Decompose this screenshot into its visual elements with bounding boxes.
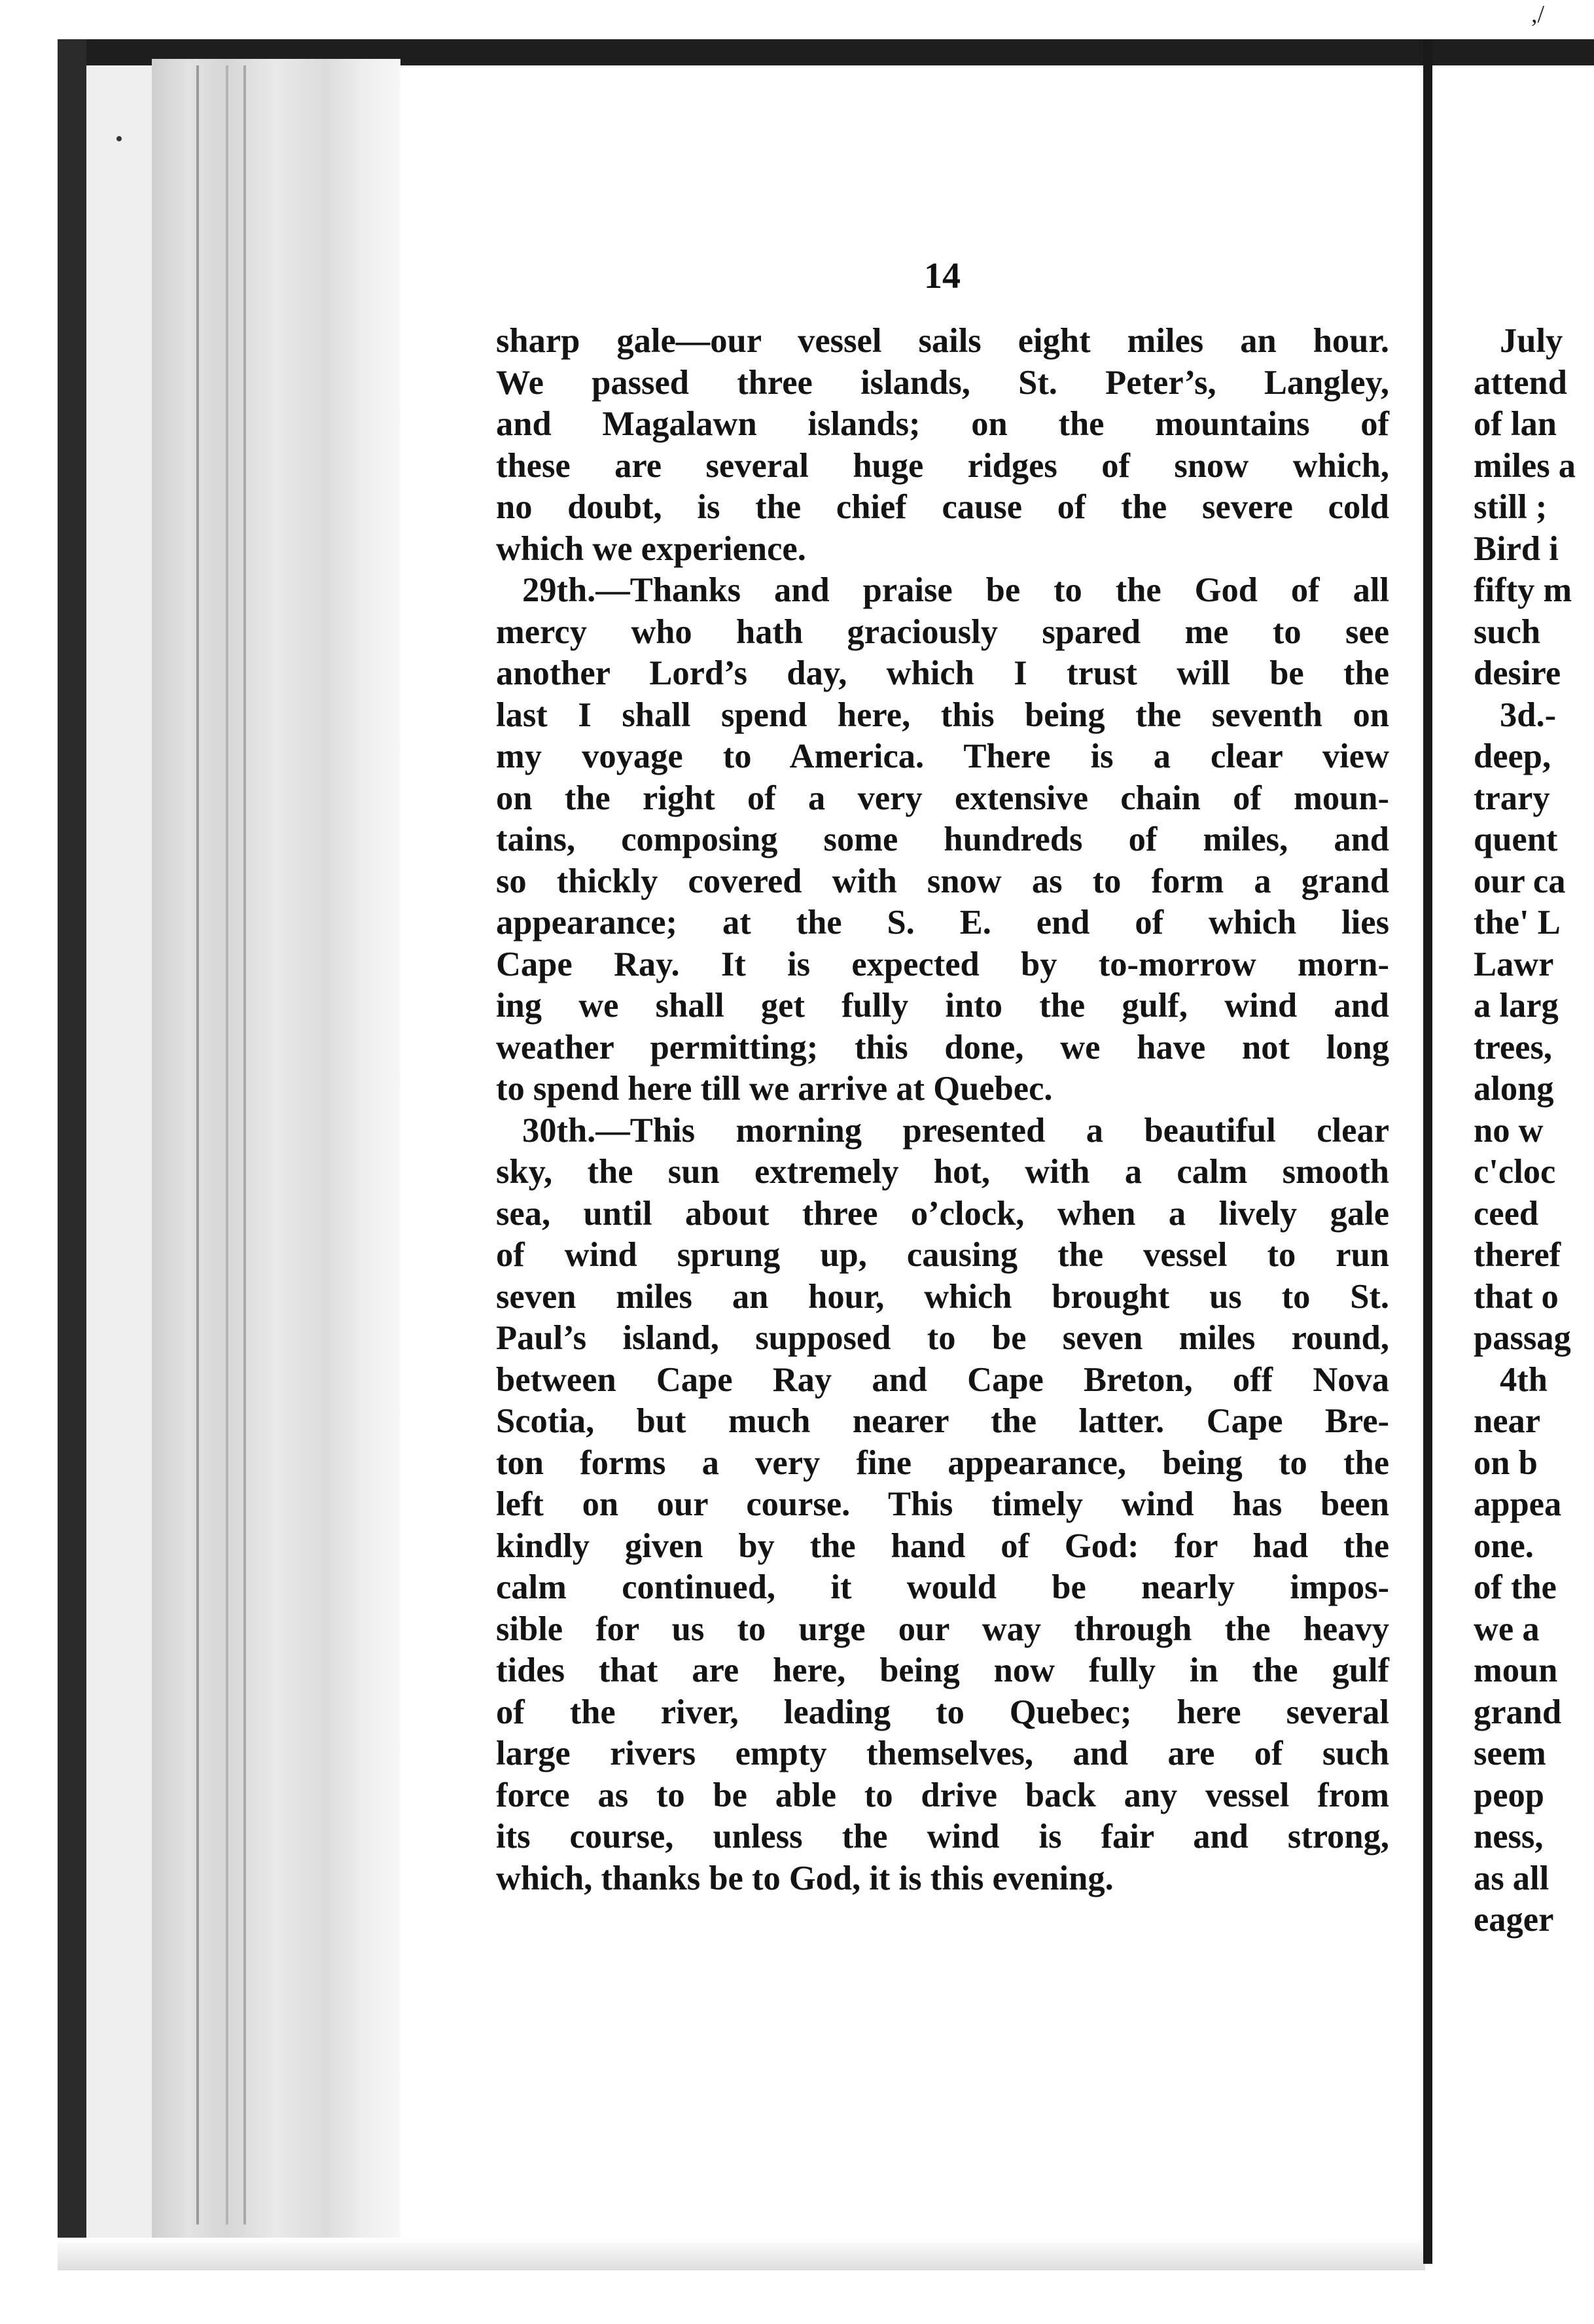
text-line: 29th.—Thanks and praise be to the God of all — [522, 571, 1389, 609]
text-line: to spend here till we arrive at Quebec. — [496, 1070, 1053, 1108]
text-line: these are several huge ridges of snow which, — [496, 446, 1389, 485]
text-line: which we experience. — [496, 529, 806, 568]
left-endpaper — [86, 65, 152, 2264]
next-page-text-line: eager — [1474, 1901, 1554, 1939]
gutter-shadow — [152, 59, 400, 2264]
text-line: and Magalawn islands; on the mountains of — [496, 405, 1389, 443]
next-page-partial-text — [1474, 321, 1594, 1941]
text-line: which, thanks be to God, it is this evening. — [496, 1859, 1114, 1897]
text-line: ing we shall get fully into the gulf, wind and — [496, 987, 1389, 1025]
text-line: Scotia, but much nearer the latter. Cape Bre- — [496, 1402, 1389, 1440]
text-line: sharp gale—our vessel sails eight miles an hour. — [496, 322, 1389, 360]
next-page-text-line: peop — [1474, 1776, 1544, 1814]
page-spine-divider — [1423, 39, 1432, 2264]
text-line: sky, the sun extremely hot, with a calm smooth — [496, 1153, 1389, 1191]
text-line: its course, unless the wind is fair and strong, — [496, 1818, 1389, 1856]
scan-corner-mark: ,/ — [1531, 1, 1545, 28]
text-line: on the right of a very extensive chain of moun- — [496, 779, 1389, 817]
next-page-text-line: Bird i — [1474, 529, 1559, 568]
text-line: of wind sprung up, causing the vessel to run — [496, 1236, 1389, 1274]
gutter-fold-line — [196, 65, 199, 2225]
next-page-text-line: we a — [1474, 1610, 1540, 1648]
text-line: seven miles an hour, which brought us to St. — [496, 1277, 1389, 1316]
scan-speck — [116, 136, 122, 141]
next-page-text-line: July — [1500, 322, 1563, 360]
next-page-text-line: grand — [1474, 1693, 1562, 1731]
text-line: tains, composing some hundreds of miles, and — [496, 820, 1389, 858]
text-line: Paul’s island, supposed to be seven miles round, — [496, 1319, 1389, 1357]
next-page-text-line: quent — [1474, 820, 1558, 858]
next-page-text-line: c'cloc — [1474, 1153, 1556, 1191]
next-page-text-line: deep, — [1474, 737, 1551, 775]
text-line: so thickly covered with snow as to form a grand — [496, 862, 1389, 900]
next-page-text-line: that o — [1474, 1277, 1559, 1316]
gutter-fold-line — [243, 65, 246, 2225]
text-line: large rivers empty themselves, and are of such — [496, 1734, 1389, 1772]
next-page-text-line: passag — [1474, 1319, 1571, 1357]
next-page-text-line: as all — [1474, 1859, 1550, 1897]
next-page-text-line: along — [1474, 1070, 1554, 1108]
gutter-fold-line — [226, 65, 228, 2225]
text-line: 30th.—This morning presented a beautiful clear — [522, 1111, 1389, 1150]
next-page-text-line: one. — [1474, 1526, 1534, 1565]
text-line: mercy who hath graciously spared me to see — [496, 612, 1389, 651]
text-line: my voyage to America. There is a clear view — [496, 737, 1389, 775]
next-page-text-line: theref — [1474, 1236, 1561, 1274]
next-page-text-line: miles a — [1474, 446, 1576, 485]
next-page-text-line: desire — [1474, 654, 1561, 692]
text-line: calm continued, it would be nearly impos- — [496, 1568, 1389, 1606]
next-page-text-line: 4th — [1500, 1360, 1548, 1399]
next-page-text-line: on b — [1474, 1443, 1538, 1482]
next-page-text-line: attend — [1474, 363, 1567, 402]
page-number: 14 — [924, 256, 961, 296]
text-line: tides that are here, being now fully in the gulf — [496, 1651, 1389, 1689]
next-page-text-line: 3d.- — [1500, 695, 1557, 734]
book-cover-left-edge — [58, 39, 86, 2264]
text-line: kindly given by the hand of God: for had the — [496, 1526, 1389, 1565]
next-page-text-line: a larg — [1474, 987, 1559, 1025]
text-line: sea, until about three o’clock, when a lively gale — [496, 1194, 1389, 1233]
text-line: force as to be able to drive back any vessel from — [496, 1776, 1389, 1814]
text-line: appearance; at the S. E. end of which lies — [496, 904, 1389, 942]
next-page-text-line: trary — [1474, 779, 1550, 817]
page-body-text — [496, 321, 1389, 1899]
next-page-text-line: ness, — [1474, 1818, 1544, 1856]
next-page-text-line: Lawr — [1474, 945, 1554, 983]
next-page-text-line: of the — [1474, 1568, 1557, 1606]
text-line: last I shall spend here, this being the seventh on — [496, 695, 1389, 734]
text-line: weather permitting; this done, we have not long — [496, 1028, 1389, 1066]
page-bottom-shadow — [58, 2238, 1425, 2270]
text-line: sible for us to urge our way through the heavy — [496, 1610, 1389, 1648]
next-page-text-line: ceed — [1474, 1194, 1539, 1233]
text-line: no doubt, is the chief cause of the severe cold — [496, 488, 1389, 526]
text-line: between Cape Ray and Cape Breton, off Nova — [496, 1360, 1389, 1399]
text-line: of the river, leading to Quebec; here several — [496, 1693, 1389, 1731]
text-line: Cape Ray. It is expected by to-morrow morn- — [496, 945, 1389, 983]
next-page-text-line: seem — [1474, 1734, 1546, 1772]
next-page-text-line: our ca — [1474, 862, 1566, 900]
next-page-text-line: still ; — [1474, 488, 1548, 526]
next-page-text-line: of lan — [1474, 405, 1557, 443]
next-page-text-line: moun — [1474, 1651, 1558, 1689]
next-page-text-line: near — [1474, 1402, 1541, 1440]
text-line: ton forms a very fine appearance, being to the — [496, 1443, 1389, 1482]
next-page-text-line: trees, — [1474, 1028, 1552, 1066]
next-page-text-line: no w — [1474, 1111, 1544, 1150]
next-page-text-line: fifty m — [1474, 571, 1572, 609]
next-page-text-line: appea — [1474, 1485, 1562, 1523]
text-line: We passed three islands, St. Peter’s, Langley, — [496, 363, 1389, 402]
text-line: left on our course. This timely wind has been — [496, 1485, 1389, 1523]
text-line: another Lord’s day, which I trust will be the — [496, 654, 1389, 692]
next-page-text-line: such — [1474, 612, 1541, 651]
next-page-text-line: the' L — [1474, 904, 1561, 942]
